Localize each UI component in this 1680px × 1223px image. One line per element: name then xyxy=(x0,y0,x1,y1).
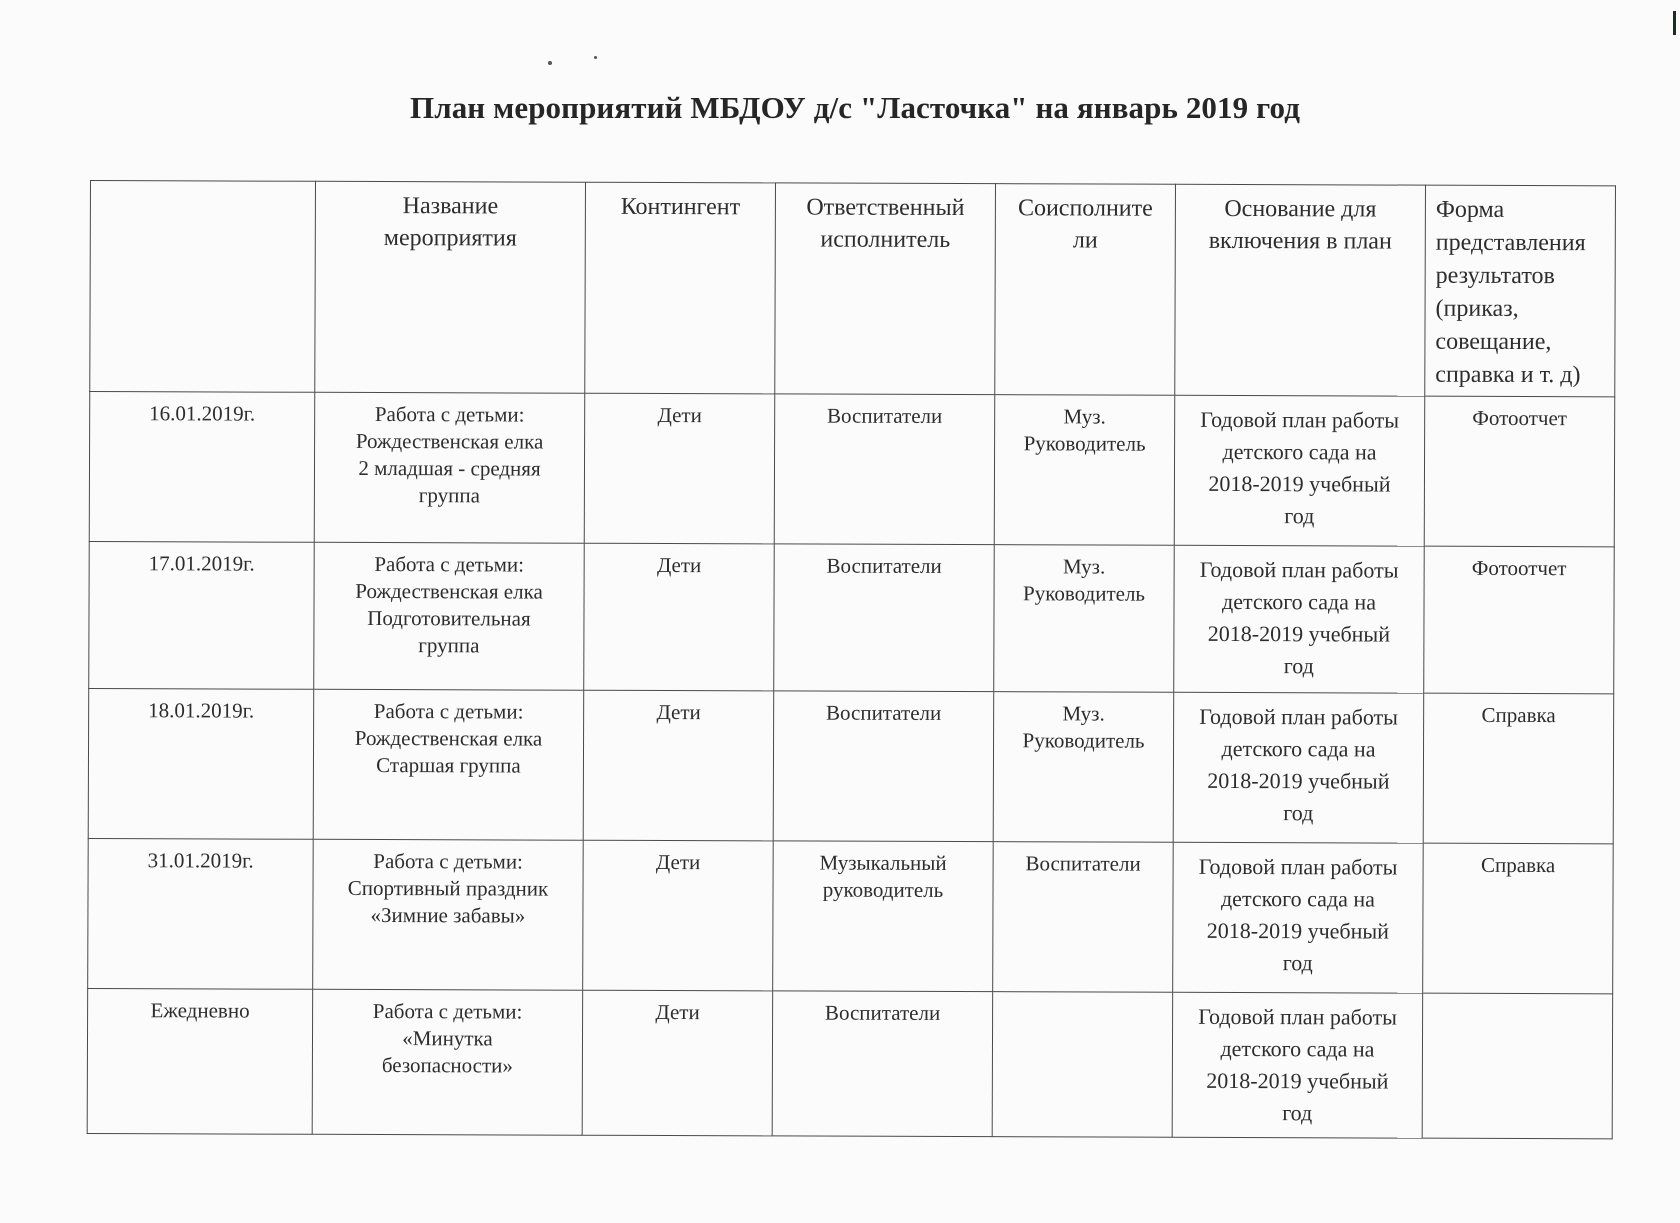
cell-responsible: Музыкальный руководитель xyxy=(773,841,994,992)
page-title: План мероприятий МБДОУ д/с "Ласточка" на январь 2019 год xyxy=(410,90,1300,125)
cell-contingent: Дети xyxy=(584,393,775,544)
cell-basis: Годовой план работы детского сада на 2018-2019 учебный год xyxy=(1173,692,1424,843)
header-basis: Основание для включения в план xyxy=(1175,184,1426,396)
cell-result-form: Фотоотчет xyxy=(1424,546,1615,694)
cell-co-executors: Воспитатели xyxy=(993,842,1174,993)
cell-date: Ежедневно xyxy=(87,988,313,1134)
cell-co-executors: Муз. Руководитель xyxy=(994,545,1175,693)
cell-responsible: Воспитатели xyxy=(773,691,994,842)
cell-date: 16.01.2019г. xyxy=(89,392,315,543)
scan-speck xyxy=(548,61,552,65)
header-responsible: Ответственный исполнитель xyxy=(775,183,996,395)
cell-basis: Годовой план работы детского сада на 2018-2019 учебный год xyxy=(1174,545,1425,693)
header-event-name: Название мероприятия xyxy=(315,181,586,393)
cell-responsible: Воспитатели xyxy=(774,394,995,545)
cell-event-name: Работа с детьми: Рождественская елка Подготовительная группа xyxy=(314,542,585,690)
header-contingent: Контингент xyxy=(585,182,776,394)
table-row xyxy=(88,688,1614,843)
header-date xyxy=(90,181,316,393)
cell-result-form: Справка xyxy=(1423,693,1614,844)
cell-basis: Годовой план работы детского сада на 2018-2019 учебный год xyxy=(1173,842,1424,993)
cell-contingent: Дети xyxy=(584,543,775,691)
cell-contingent: Дети xyxy=(582,990,773,1136)
cell-basis: Годовой план работы детского сада на 2018-2019 учебный год xyxy=(1172,992,1423,1138)
cell-date: 17.01.2019г. xyxy=(89,541,315,689)
cell-event-name: Работа с детьми: Рождественская елка 2 младшая - средняя группа xyxy=(314,392,585,543)
cell-responsible: Воспитатели xyxy=(774,544,995,692)
cell-responsible: Воспитатели xyxy=(772,991,993,1137)
scan-speck xyxy=(594,56,597,59)
cell-event-name: Работа с детьми: «Минутка безопасности» xyxy=(312,989,583,1135)
table-row xyxy=(89,392,1615,547)
cell-co-executors xyxy=(992,992,1173,1138)
cell-date: 31.01.2019г. xyxy=(88,838,314,989)
cell-result-form xyxy=(1422,993,1613,1139)
header-co-executors: Соисполните ли xyxy=(995,184,1176,396)
cell-result-form: Справка xyxy=(1423,843,1614,994)
header-result-form: Форма представления результатов (приказ, совещание, справка и т. д) xyxy=(1425,185,1616,397)
table-row xyxy=(89,541,1615,693)
cell-co-executors: Муз. Руководитель xyxy=(993,692,1174,843)
events-plan-table xyxy=(87,180,1616,1139)
table-row xyxy=(88,838,1614,993)
table-row xyxy=(87,988,1612,1138)
table-header-row xyxy=(90,181,1616,397)
cell-contingent: Дети xyxy=(583,840,774,991)
scan-edge-mark xyxy=(1673,11,1676,35)
cell-basis: Годовой план работы детского сада на 2018-2019 учебный год xyxy=(1174,395,1425,546)
cell-event-name: Работа с детьми: Рождественская елка Старшая группа xyxy=(313,689,584,840)
cell-contingent: Дети xyxy=(583,690,774,841)
cell-co-executors: Муз. Руководитель xyxy=(994,395,1175,546)
cell-date: 18.01.2019г. xyxy=(88,688,314,839)
cell-result-form: Фотоотчет xyxy=(1424,396,1615,547)
cell-event-name: Работа с детьми: Спортивный праздник «Зимние забавы» xyxy=(313,839,584,990)
